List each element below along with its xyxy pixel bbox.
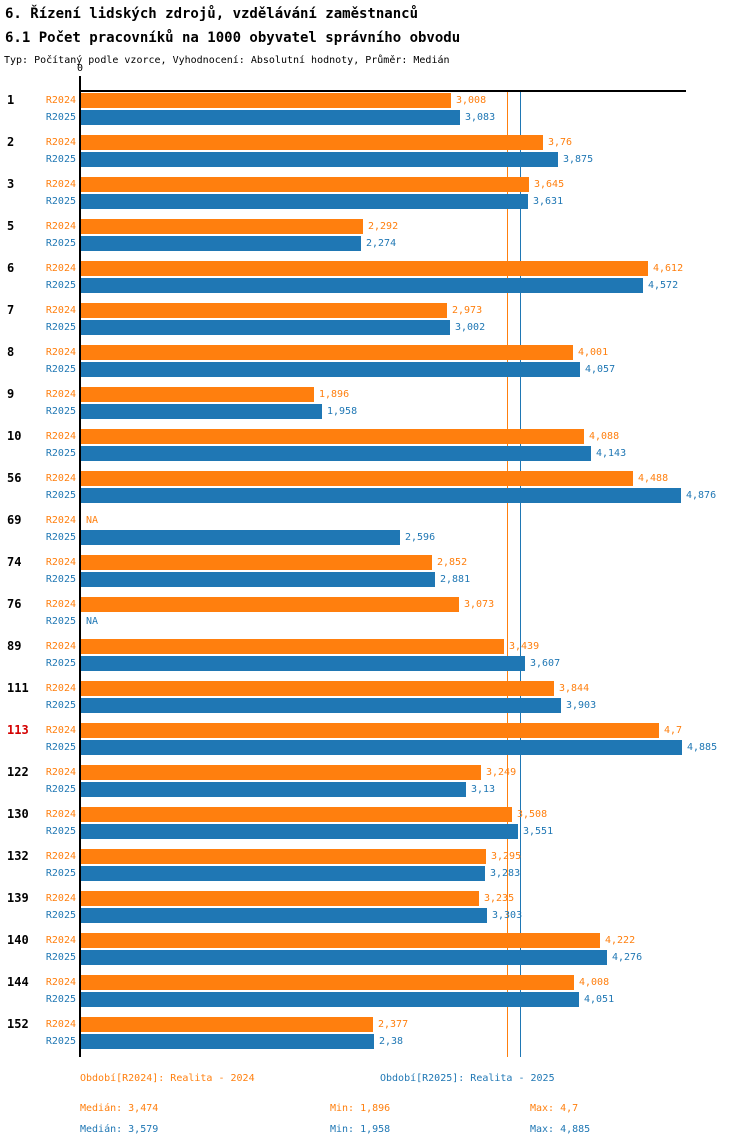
series-label-r2025: R2025 <box>45 910 76 921</box>
value-label-r2025: 4,143 <box>596 448 627 459</box>
series-label-r2025: R2025 <box>45 364 76 375</box>
value-label-r2025: 4,885 <box>687 742 718 753</box>
bar-row-group <box>0 303 750 335</box>
value-label-r2024: 3,235 <box>484 893 515 904</box>
row-id-label: 7 <box>7 303 15 317</box>
bar-line-r2025 <box>0 194 750 209</box>
bar-line-r2024 <box>0 471 750 486</box>
row-id-label: 140 <box>7 933 29 947</box>
value-label-r2024: 3,844 <box>559 683 590 694</box>
bar-line-r2025 <box>0 866 750 881</box>
value-label-r2025: NA <box>86 616 99 627</box>
row-id-label: 152 <box>7 1017 29 1031</box>
bar-r2025 <box>81 908 487 923</box>
series-label-r2025: R2025 <box>45 574 76 585</box>
series-label-r2024: R2024 <box>45 431 76 442</box>
y-axis-line <box>79 76 81 1057</box>
value-label-r2025: 4,276 <box>612 952 643 963</box>
value-label-r2025: 4,057 <box>585 364 616 375</box>
report-title: 6. Řízení lidských zdrojů, vzdělávání zaměstnanců <box>5 6 419 22</box>
series-label-r2024: R2024 <box>45 851 76 862</box>
bar-r2024 <box>81 219 363 234</box>
x-axis-zero-label: 0 <box>76 63 84 74</box>
bar-line-r2024 <box>0 933 750 948</box>
bar-r2025 <box>81 110 460 125</box>
series-label-r2025: R2025 <box>45 994 76 1005</box>
series-label-r2025: R2025 <box>45 322 76 333</box>
series-label-r2024: R2024 <box>45 473 76 484</box>
series-label-r2024: R2024 <box>45 977 76 988</box>
bar-r2025 <box>81 488 681 503</box>
series-label-r2024: R2024 <box>45 263 76 274</box>
bar-line-r2025 <box>0 782 750 797</box>
bar-line-r2024 <box>0 555 750 570</box>
bar-line-r2025 <box>0 908 750 923</box>
value-label-r2025: 2,596 <box>405 532 436 543</box>
value-label-r2025: 3,875 <box>563 154 594 165</box>
bar-line-r2025 <box>0 656 750 671</box>
bar-line-r2025 <box>0 992 750 1007</box>
row-id-label: 6 <box>7 261 15 275</box>
bar-r2024 <box>81 849 486 864</box>
series-label-r2024: R2024 <box>45 137 76 148</box>
bar-line-r2025 <box>0 698 750 713</box>
row-id-label: 5 <box>7 219 15 233</box>
value-label-r2024: 3,008 <box>456 95 487 106</box>
value-label-r2025: 3,903 <box>566 700 597 711</box>
row-id-label: 56 <box>7 471 22 485</box>
value-label-r2024: 3,249 <box>486 767 517 778</box>
series-label-r2024: R2024 <box>45 725 76 736</box>
value-label-r2024: 3,508 <box>517 809 548 820</box>
bar-row-group <box>0 387 750 419</box>
series-label-r2024: R2024 <box>45 893 76 904</box>
value-label-r2024: 1,896 <box>319 389 350 400</box>
series-label-r2024: R2024 <box>45 767 76 778</box>
bar-r2024 <box>81 723 659 738</box>
bar-r2025 <box>81 824 518 839</box>
bar-row-group <box>0 681 750 713</box>
series-label-r2025: R2025 <box>45 448 76 459</box>
row-id-label: 122 <box>7 765 29 779</box>
value-label-r2025: 2,881 <box>440 574 471 585</box>
bar-line-r2025 <box>0 824 750 839</box>
value-label-r2025: 3,002 <box>455 322 486 333</box>
value-label-r2025: 4,051 <box>584 994 615 1005</box>
bar-r2025 <box>81 656 525 671</box>
stat-median-r2025: Medián: 3,579 <box>80 1124 159 1135</box>
series-label-r2024: R2024 <box>45 305 76 316</box>
bar-r2025 <box>81 362 580 377</box>
bar-r2024 <box>81 933 600 948</box>
bar-row-group <box>0 1017 750 1049</box>
value-label-r2025: 3,283 <box>490 868 521 879</box>
row-id-label: 113 <box>7 723 29 737</box>
value-label-r2025: 3,607 <box>530 658 561 669</box>
bar-r2025 <box>81 950 607 965</box>
bar-row-group <box>0 723 750 755</box>
bar-line-r2025 <box>0 1034 750 1049</box>
value-label-r2025: 2,274 <box>366 238 397 249</box>
bar-r2025 <box>81 782 466 797</box>
bar-r2024 <box>81 387 314 402</box>
bar-line-r2025 <box>0 740 750 755</box>
series-label-r2024: R2024 <box>45 179 76 190</box>
bar-line-r2024 <box>0 891 750 906</box>
stat-max-r2025: Max: 4,885 <box>530 1124 591 1135</box>
row-id-label: 10 <box>7 429 22 443</box>
bar-line-r2024 <box>0 303 750 318</box>
value-label-r2024: 3,295 <box>491 851 522 862</box>
bar-row-group <box>0 975 750 1007</box>
bar-line-r2025 <box>0 320 750 335</box>
series-label-r2025: R2025 <box>45 238 76 249</box>
report-subtitle: 6.1 Počet pracovníků na 1000 obyvatel správního obvodu <box>5 30 461 46</box>
series-label-r2024: R2024 <box>45 809 76 820</box>
row-id-label: 69 <box>7 513 22 527</box>
series-label-r2025: R2025 <box>45 280 76 291</box>
bar-r2025 <box>81 992 579 1007</box>
series-label-r2025: R2025 <box>45 112 76 123</box>
bar-row-group <box>0 849 750 881</box>
bar-line-r2025 <box>0 236 750 251</box>
bar-line-r2024 <box>0 135 750 150</box>
value-label-r2024: 3,76 <box>548 137 573 148</box>
series-label-r2025: R2025 <box>45 406 76 417</box>
bar-line-r2024 <box>0 177 750 192</box>
bar-r2024 <box>81 261 648 276</box>
bar-line-r2024 <box>0 639 750 654</box>
row-id-label: 74 <box>7 555 22 569</box>
series-label-r2025: R2025 <box>45 196 76 207</box>
legend-period-r2024: Období[R2024]: Realita - 2024 <box>80 1073 255 1084</box>
bar-line-r2025 <box>0 110 750 125</box>
row-id-label: 139 <box>7 891 29 905</box>
bar-r2024 <box>81 555 432 570</box>
value-label-r2024: 4,612 <box>653 263 684 274</box>
bar-line-r2025 <box>0 572 750 587</box>
bar-r2025 <box>81 572 435 587</box>
value-label-r2025: 4,876 <box>686 490 717 501</box>
bar-row-group <box>0 345 750 377</box>
bar-r2025 <box>81 152 558 167</box>
bar-r2024 <box>81 471 633 486</box>
bar-line-r2024 <box>0 765 750 780</box>
series-label-r2025: R2025 <box>45 532 76 543</box>
series-label-r2024: R2024 <box>45 347 76 358</box>
bar-line-r2025 <box>0 614 750 629</box>
bar-r2024 <box>81 1017 373 1032</box>
x-axis-line <box>79 90 686 92</box>
series-label-r2024: R2024 <box>45 95 76 106</box>
bar-row-group <box>0 177 750 209</box>
bar-r2025 <box>81 698 561 713</box>
bar-row-group <box>0 471 750 503</box>
value-label-r2025: 3,551 <box>523 826 554 837</box>
bar-line-r2024 <box>0 1017 750 1032</box>
bar-row-group <box>0 597 750 629</box>
bar-line-r2025 <box>0 404 750 419</box>
bar-row-group <box>0 135 750 167</box>
bar-r2024 <box>81 93 451 108</box>
row-id-label: 2 <box>7 135 15 149</box>
value-label-r2024: 4,088 <box>589 431 620 442</box>
row-id-label: 3 <box>7 177 15 191</box>
row-id-label: 111 <box>7 681 29 695</box>
bar-line-r2024 <box>0 345 750 360</box>
value-label-r2024: 4,7 <box>664 725 683 736</box>
bar-r2024 <box>81 177 529 192</box>
stat-median-r2024: Medián: 3,474 <box>80 1103 159 1114</box>
bar-line-r2025 <box>0 950 750 965</box>
series-label-r2025: R2025 <box>45 616 76 627</box>
value-label-r2024: 4,488 <box>638 473 669 484</box>
bar-line-r2024 <box>0 681 750 696</box>
bar-r2024 <box>81 429 584 444</box>
bar-row-group <box>0 93 750 125</box>
bar-line-r2024 <box>0 975 750 990</box>
bar-line-r2025 <box>0 152 750 167</box>
bar-line-r2025 <box>0 488 750 503</box>
series-label-r2025: R2025 <box>45 658 76 669</box>
bar-r2024 <box>81 597 459 612</box>
bar-row-group <box>0 219 750 251</box>
bar-r2024 <box>81 891 479 906</box>
bar-row-group <box>0 639 750 671</box>
value-label-r2025: 2,38 <box>379 1036 404 1047</box>
series-label-r2024: R2024 <box>45 683 76 694</box>
row-id-label: 8 <box>7 345 15 359</box>
bar-r2024 <box>81 681 554 696</box>
series-label-r2024: R2024 <box>45 1019 76 1030</box>
series-label-r2025: R2025 <box>45 742 76 753</box>
value-label-r2025: 3,303 <box>492 910 523 921</box>
bar-line-r2025 <box>0 446 750 461</box>
value-label-r2025: 3,631 <box>533 196 564 207</box>
series-label-r2024: R2024 <box>45 599 76 610</box>
value-label-r2024: 3,439 <box>509 641 540 652</box>
value-label-r2024: 2,377 <box>378 1019 409 1030</box>
series-label-r2025: R2025 <box>45 868 76 879</box>
bar-r2025 <box>81 740 682 755</box>
stat-max-r2024: Max: 4,7 <box>530 1103 579 1114</box>
bar-line-r2024 <box>0 219 750 234</box>
bar-line-r2024 <box>0 513 750 528</box>
value-label-r2024: 2,973 <box>452 305 483 316</box>
row-id-label: 89 <box>7 639 22 653</box>
bar-r2025 <box>81 194 528 209</box>
series-label-r2025: R2025 <box>45 826 76 837</box>
bar-r2025 <box>81 530 400 545</box>
row-id-label: 1 <box>7 93 15 107</box>
bar-row-group <box>0 429 750 461</box>
bar-line-r2024 <box>0 93 750 108</box>
bar-line-r2024 <box>0 723 750 738</box>
bar-r2025 <box>81 236 361 251</box>
series-label-r2025: R2025 <box>45 490 76 501</box>
series-label-r2024: R2024 <box>45 935 76 946</box>
legend-period-r2025: Období[R2025]: Realita - 2025 <box>380 1073 555 1084</box>
value-label-r2024: 2,292 <box>368 221 399 232</box>
bar-row-group <box>0 555 750 587</box>
bar-r2024 <box>81 135 543 150</box>
value-label-r2025: 3,083 <box>465 112 496 123</box>
bar-r2025 <box>81 404 322 419</box>
value-label-r2024: 4,222 <box>605 935 636 946</box>
value-label-r2024: 4,008 <box>579 977 610 988</box>
bar-line-r2024 <box>0 429 750 444</box>
bar-line-r2024 <box>0 807 750 822</box>
series-label-r2024: R2024 <box>45 557 76 568</box>
value-label-r2025: 4,572 <box>648 280 679 291</box>
bar-line-r2024 <box>0 261 750 276</box>
value-label-r2025: 1,958 <box>327 406 358 417</box>
bar-r2025 <box>81 278 643 293</box>
series-label-r2024: R2024 <box>45 515 76 526</box>
bar-r2025 <box>81 320 450 335</box>
bar-row-group <box>0 261 750 293</box>
bar-line-r2025 <box>0 530 750 545</box>
bar-row-group <box>0 933 750 965</box>
series-label-r2024: R2024 <box>45 221 76 232</box>
bar-r2024 <box>81 975 574 990</box>
bar-line-r2024 <box>0 597 750 612</box>
bar-r2024 <box>81 345 573 360</box>
row-id-label: 144 <box>7 975 29 989</box>
bar-r2024 <box>81 807 512 822</box>
series-label-r2025: R2025 <box>45 154 76 165</box>
value-label-r2024: 4,001 <box>578 347 609 358</box>
bar-r2024 <box>81 303 447 318</box>
series-label-r2024: R2024 <box>45 389 76 400</box>
bar-row-group <box>0 513 750 545</box>
report-meta-line: Typ: Počítaný podle vzorce, Vyhodnocení: Absolutní hodnoty, Průměr: Medián <box>4 55 450 66</box>
series-label-r2025: R2025 <box>45 700 76 711</box>
stat-min-r2024: Min: 1,896 <box>330 1103 391 1114</box>
bar-r2024 <box>81 639 504 654</box>
value-label-r2025: 3,13 <box>471 784 496 795</box>
series-label-r2025: R2025 <box>45 1036 76 1047</box>
value-label-r2024: 2,852 <box>437 557 468 568</box>
bar-row-group <box>0 807 750 839</box>
bar-r2024 <box>81 765 481 780</box>
bar-line-r2025 <box>0 278 750 293</box>
series-label-r2025: R2025 <box>45 784 76 795</box>
row-id-label: 76 <box>7 597 22 611</box>
row-id-label: 9 <box>7 387 15 401</box>
series-label-r2024: R2024 <box>45 641 76 652</box>
value-label-r2024: NA <box>86 515 99 526</box>
bar-r2025 <box>81 1034 374 1049</box>
bar-r2025 <box>81 866 485 881</box>
value-label-r2024: 3,073 <box>464 599 495 610</box>
bar-line-r2025 <box>0 362 750 377</box>
bar-row-group <box>0 765 750 797</box>
value-label-r2024: 3,645 <box>534 179 565 190</box>
bar-line-r2024 <box>0 849 750 864</box>
series-label-r2025: R2025 <box>45 952 76 963</box>
stat-min-r2025: Min: 1,958 <box>330 1124 391 1135</box>
row-id-label: 132 <box>7 849 29 863</box>
bar-r2025 <box>81 446 591 461</box>
bar-row-group <box>0 891 750 923</box>
row-id-label: 130 <box>7 807 29 821</box>
bar-line-r2024 <box>0 387 750 402</box>
